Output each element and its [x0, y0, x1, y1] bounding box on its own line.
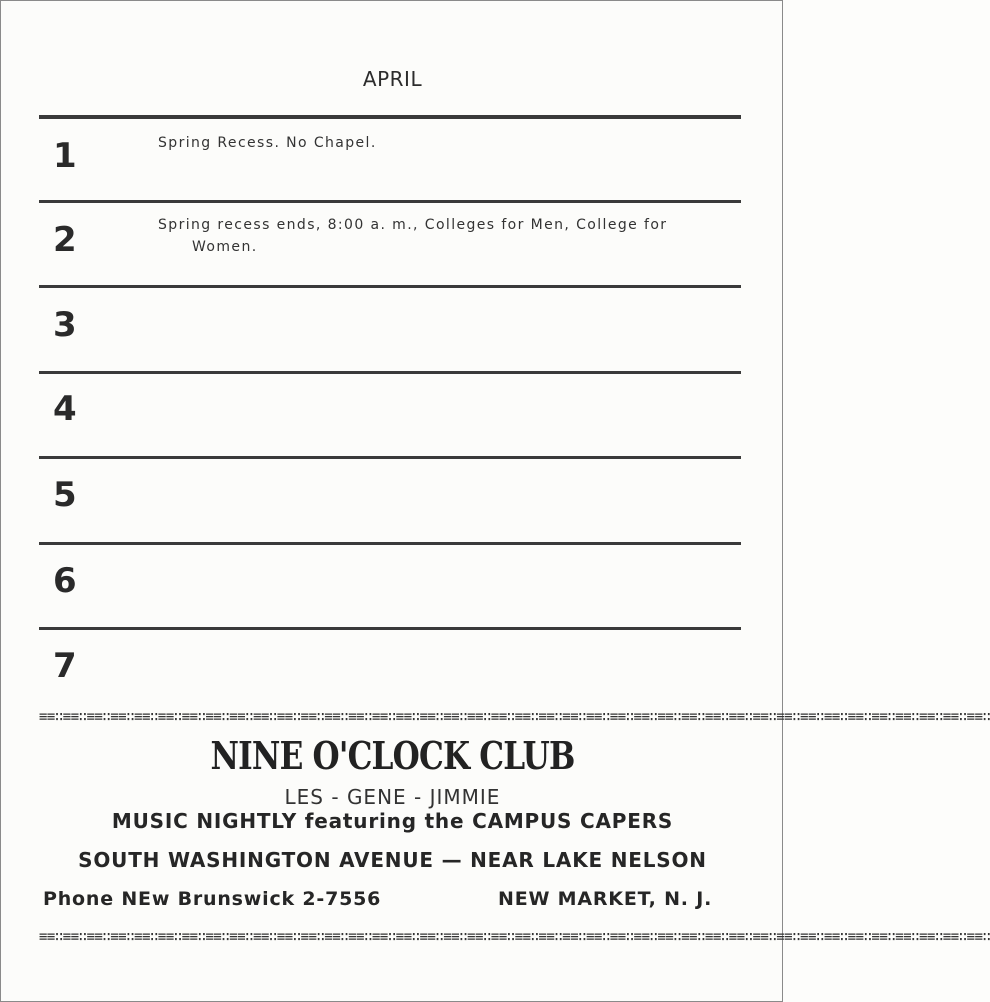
ad-names: LES - GENE - JIMMIE [284, 785, 501, 809]
ad-address-line: SOUTH WASHINGTON AVENUE — NEAR LAKE NELSON [78, 848, 707, 872]
day-divider [39, 542, 741, 545]
day-2-line-1: Spring recess ends, 8:00 a. m., Colleges for Men, College for [158, 217, 668, 233]
day-2-entry [158, 214, 748, 258]
ad-phone: Phone NEw Brunswick 2-7556 [43, 888, 382, 910]
day-1-entry [158, 132, 748, 154]
day-number-6: 6 [53, 561, 77, 601]
day-number-2: 2 [53, 220, 77, 260]
day-divider [39, 285, 741, 288]
day-divider [39, 371, 741, 374]
month-heading: APRIL [362, 67, 423, 91]
day-number-5: 5 [53, 475, 77, 515]
day-number-3: 3 [53, 305, 77, 345]
ad-title: NINE O'CLOCK CLUB [210, 733, 575, 778]
day-divider [39, 200, 741, 203]
day-number-1: 1 [53, 136, 77, 176]
day-divider [39, 456, 741, 459]
header-rule [39, 115, 741, 119]
day-1-line: Spring Recess. No Chapel. [158, 135, 377, 151]
decorative-border-top: ≡≡∷≡≡∷≡≡∷≡≡∷≡≡∷≡≡∷≡≡∷≡≡∷≡≡∷≡≡∷≡≡∷≡≡∷≡≡∷≡≡∷≡≡∷≡≡∷≡≡∷≡≡∷≡≡∷≡≡∷≡≡∷≡≡∷≡≡∷≡≡∷≡≡∷≡≡∷≡≡∷≡≡∷≡≡∷≡≡∷≡≡∷≡≡∷≡≡∷≡≡∷≡≡∷≡≡∷≡≡∷≡≡∷≡≡∷≡≡∷ [39, 709, 990, 725]
ad-town: NEW MARKET, N. J. [498, 888, 713, 910]
ad-music-line: MUSIC NIGHTLY featuring the CAMPUS CAPERS [111, 809, 674, 833]
day-number-4: 4 [53, 389, 77, 429]
decorative-border-bottom: ≡≡∷≡≡∷≡≡∷≡≡∷≡≡∷≡≡∷≡≡∷≡≡∷≡≡∷≡≡∷≡≡∷≡≡∷≡≡∷≡≡∷≡≡∷≡≡∷≡≡∷≡≡∷≡≡∷≡≡∷≡≡∷≡≡∷≡≡∷≡≡∷≡≡∷≡≡∷≡≡∷≡≡∷≡≡∷≡≡∷≡≡∷≡≡∷≡≡∷≡≡∷≡≡∷≡≡∷≡≡∷≡≡∷≡≡∷≡≡∷ [39, 929, 990, 945]
day-number-7: 7 [53, 646, 77, 686]
day-divider [39, 627, 741, 630]
day-2-line-2: Women. [192, 239, 258, 255]
